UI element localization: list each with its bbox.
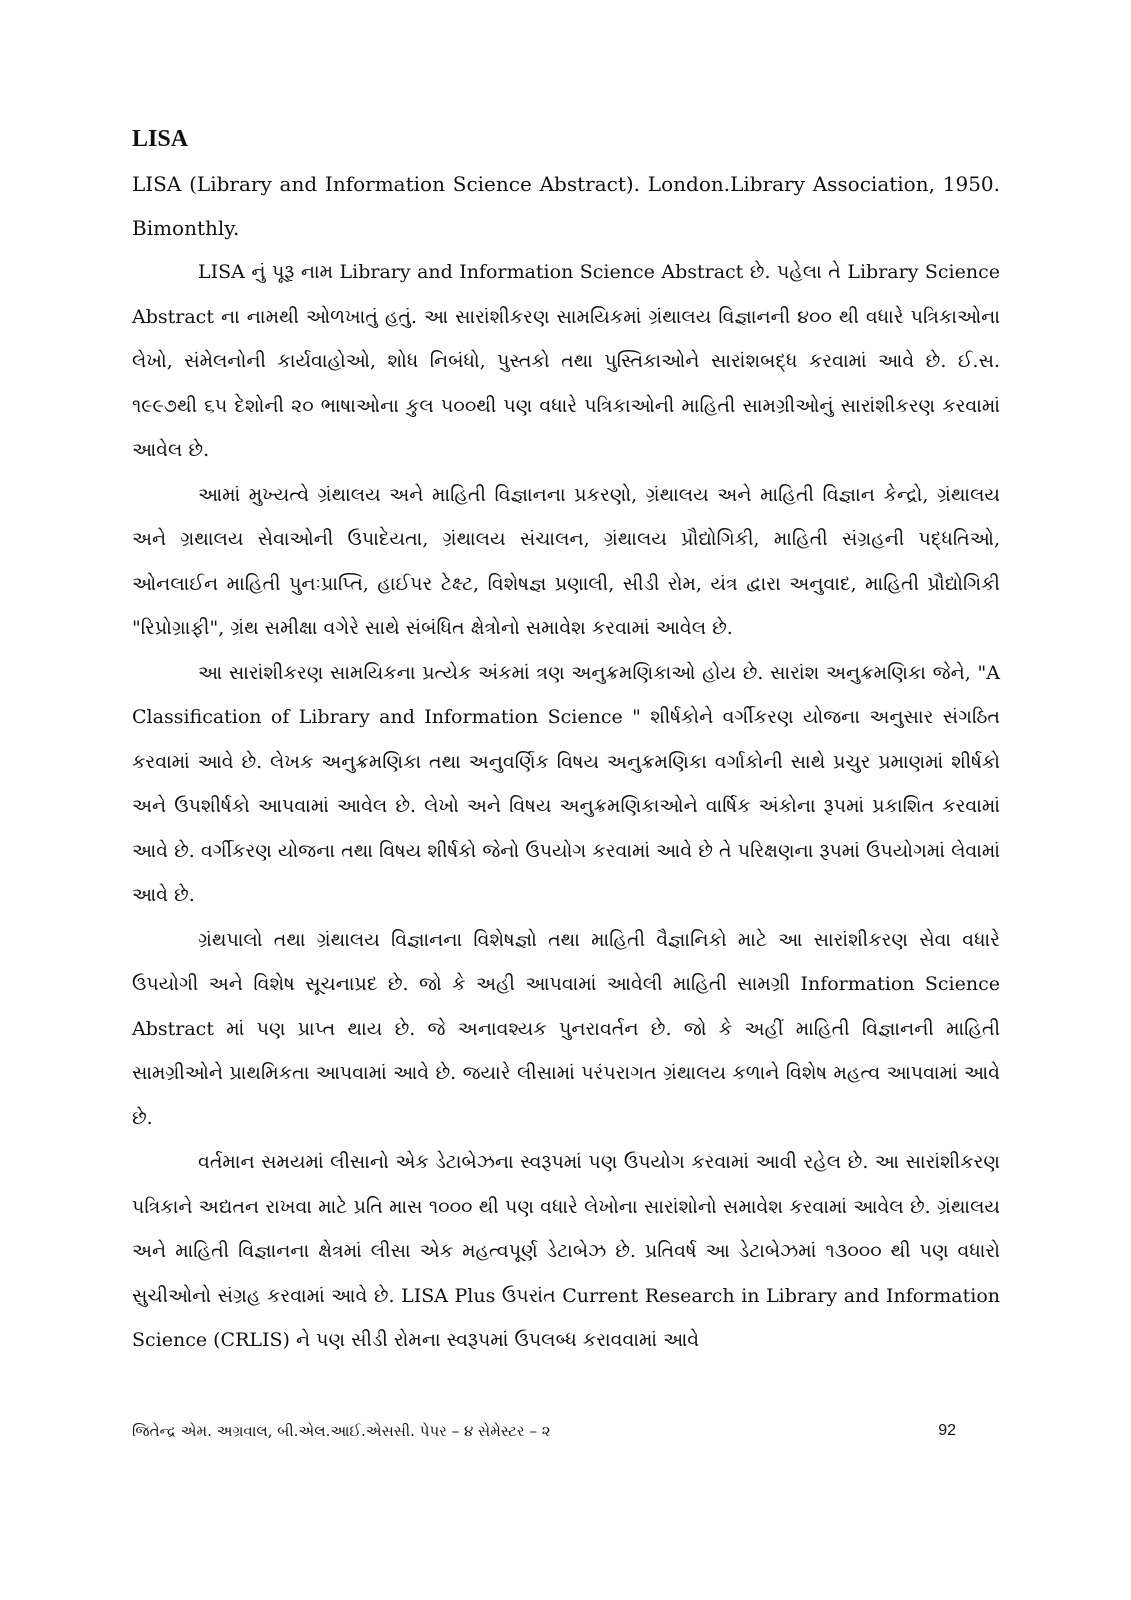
paragraph: આમાં મુખ્યત્વે ગ્રંથાલય અને માહિતી વિજ્ઞાનના પ્રકરણો, ગ્રંથાલય અને માહિતી વિજ્ઞાન કેન્દ્રો, ગ્રંથાલય અને ગ્રથાલય સેવાઓની ઉપાદેયતા, ગ્રંથાલય સંચાલન, ગ્રંથાલય પ્રૌદ્યોગિકી, માહિતી સંગ્રહની પદ્ધતિઓ, ઓનલાઈન માહિતી પુનઃપ્રાપ્તિ, હાઈપર ટેક્ષ્ટ, વિશેષજ્ઞ પ્રણાલી, સીડી રોમ, યંત્ર દ્વારા અનુવાદ, માહિતી પ્રૌદ્યોગિકી "રિપ્રોગ્રાફી", ગ્રંથ સમીક્ષા વગેરે સાથે સંબંધિત ક્ષેત્રોનો સમાવેશ કરવામાં આવેલ છે. — [132, 483, 1000, 639]
page-number: 92 — [938, 1422, 956, 1439]
paragraph: ગ્રંથપાલો તથા ગ્રંથાલય વિજ્ઞાનના વિશેષજ્ઞો તથા માહિતી વૈજ્ઞાનિકો માટે આ સારાંશીકરણ સેવા વધારે ઉપયોગી અને વિશેષ સૂચનાપ્રદ છે. જો કે અહી આપવામાં આવેલી માહિતી સામગ્રી Information Science Abstract માં પણ પ્રાપ્ત થાય છે. જે અનાવશ્યક પુનરાવર્તન છે. જો કે અહીં માહિતી વિજ્ઞાનની માહિતી સામગ્રીઓને પ્રાથમિકતા આપવામાં આવે છે. જયારે લીસામાં પરંપરાગત ગ્રંથાલય કળાને વિશેષ મહત્વ આપવામાં આવે છે. — [132, 928, 1000, 1129]
paragraph: LISA નું પૂરૂ નામ Library and Information Science Abstract છે. પહેલા તે Library Science Abstract ના નામથી ઓળખાતું હતું. આ સારાંશીકરણ સામયિકમાં ગ્રંથાલય વિજ્ઞાનની ૪૦૦ થી વધારે પત્રિકાઓના લેખો, સંમેલનોની કાર્યવાહોઓ, શોધ નિબંધો, પુસ્તકો તથા પુસ્તિકાઓને સારાંશબદ્ધ કરવામાં આવે છે. ઈ.સ. ૧૯૯૭થી ૬૫ દેશોની ૨૦ ભાષાઓના કુલ ૫૦૦થી પણ વધારે પત્રિકાઓની માહિતી સામગ્રીઓનું સારાંશીકરણ કરવામાં આવેલ છે. — [132, 261, 1000, 461]
paragraph: આ સારાંશીકરણ સામયિકના પ્રત્યેક અંકમાં ત્રણ અનુક્રમણિકાઓ હોય છે. સારાંશ અનુક્રમણિકા જેને, "A Classification of Library and Information Science " શીર્ષકોને વર્ગીકરણ યોજના અનુસાર સંગઠિત કરવામાં આવે છે. લેખક અનુક્રમણિકા તથા અનુવર્ણિક વિષય અનુક્રમણિકા વર્ગાકોની સાથે પ્રચુર પ્રમાણમાં શીર્ષકો અને ઉપશીર્ષકો આપવામાં આવેલ છે. લેખો અને વિષય અનુક્રમણિકાઓને વાર્ષિક અંકોના રૂપમાં પ્રકાશિત કરવામાં આવે છે. વર્ગીકરણ યોજના તથા વિષય શીર્ષકો જેનો ઉપયોગ કરવામાં આવે છે તે પરિક્ષણના રૂપમાં ઉપયોગમાં લેવામાં આવે છે. — [132, 661, 1000, 906]
citation: LISA (Library and Information Science Abstract). London.Library Association, 1950. Bimonthly. — [132, 172, 1000, 240]
footer-author-text: જિતેન્દ્ર એમ. અગ્રવાલ, બી.એલ.આઈ.એસસી. પેપર – ૪ સેમેસ્ટર – ૨ — [132, 1422, 551, 1440]
section-heading: LISA — [132, 126, 189, 152]
paragraph: વર્તમાન સમયમાં લીસાનો એક ડેટાબેઝના સ્વરૂપમાં પણ ઉપયોગ કરવામાં આવી રહેલ છે. આ સારાંશીકરણ પત્રિકાને અદ્યતન રાખવા માટે પ્રતિ માસ ૧૦૦૦ થી પણ વધારે લેખોના સારાંશોનો સમાવેશ કરવામાં આવેલ છે. ગ્રંથાલય અને માહિતી વિજ્ઞાનના ક્ષેત્રમાં લીસા એક મહત્વપૂર્ણ ડેટાબેઝ છે. પ્રતિવર્ષ આ ડેટાબેઝમાં ૧૩૦૦૦ થી પણ વધારો સુચીઓનો સંગ્રહ કરવામાં આવે છે. LISA Plus ઉપરાંત Current Research in Library and Information Science (CRLIS) ને પણ સીડી રોમના સ્વરૂપમાં ઉપલબ્ધ કરાવવામાં આવે — [132, 1151, 1000, 1351]
page-footer — [132, 1420, 1000, 1442]
document-body — [132, 118, 1000, 1363]
